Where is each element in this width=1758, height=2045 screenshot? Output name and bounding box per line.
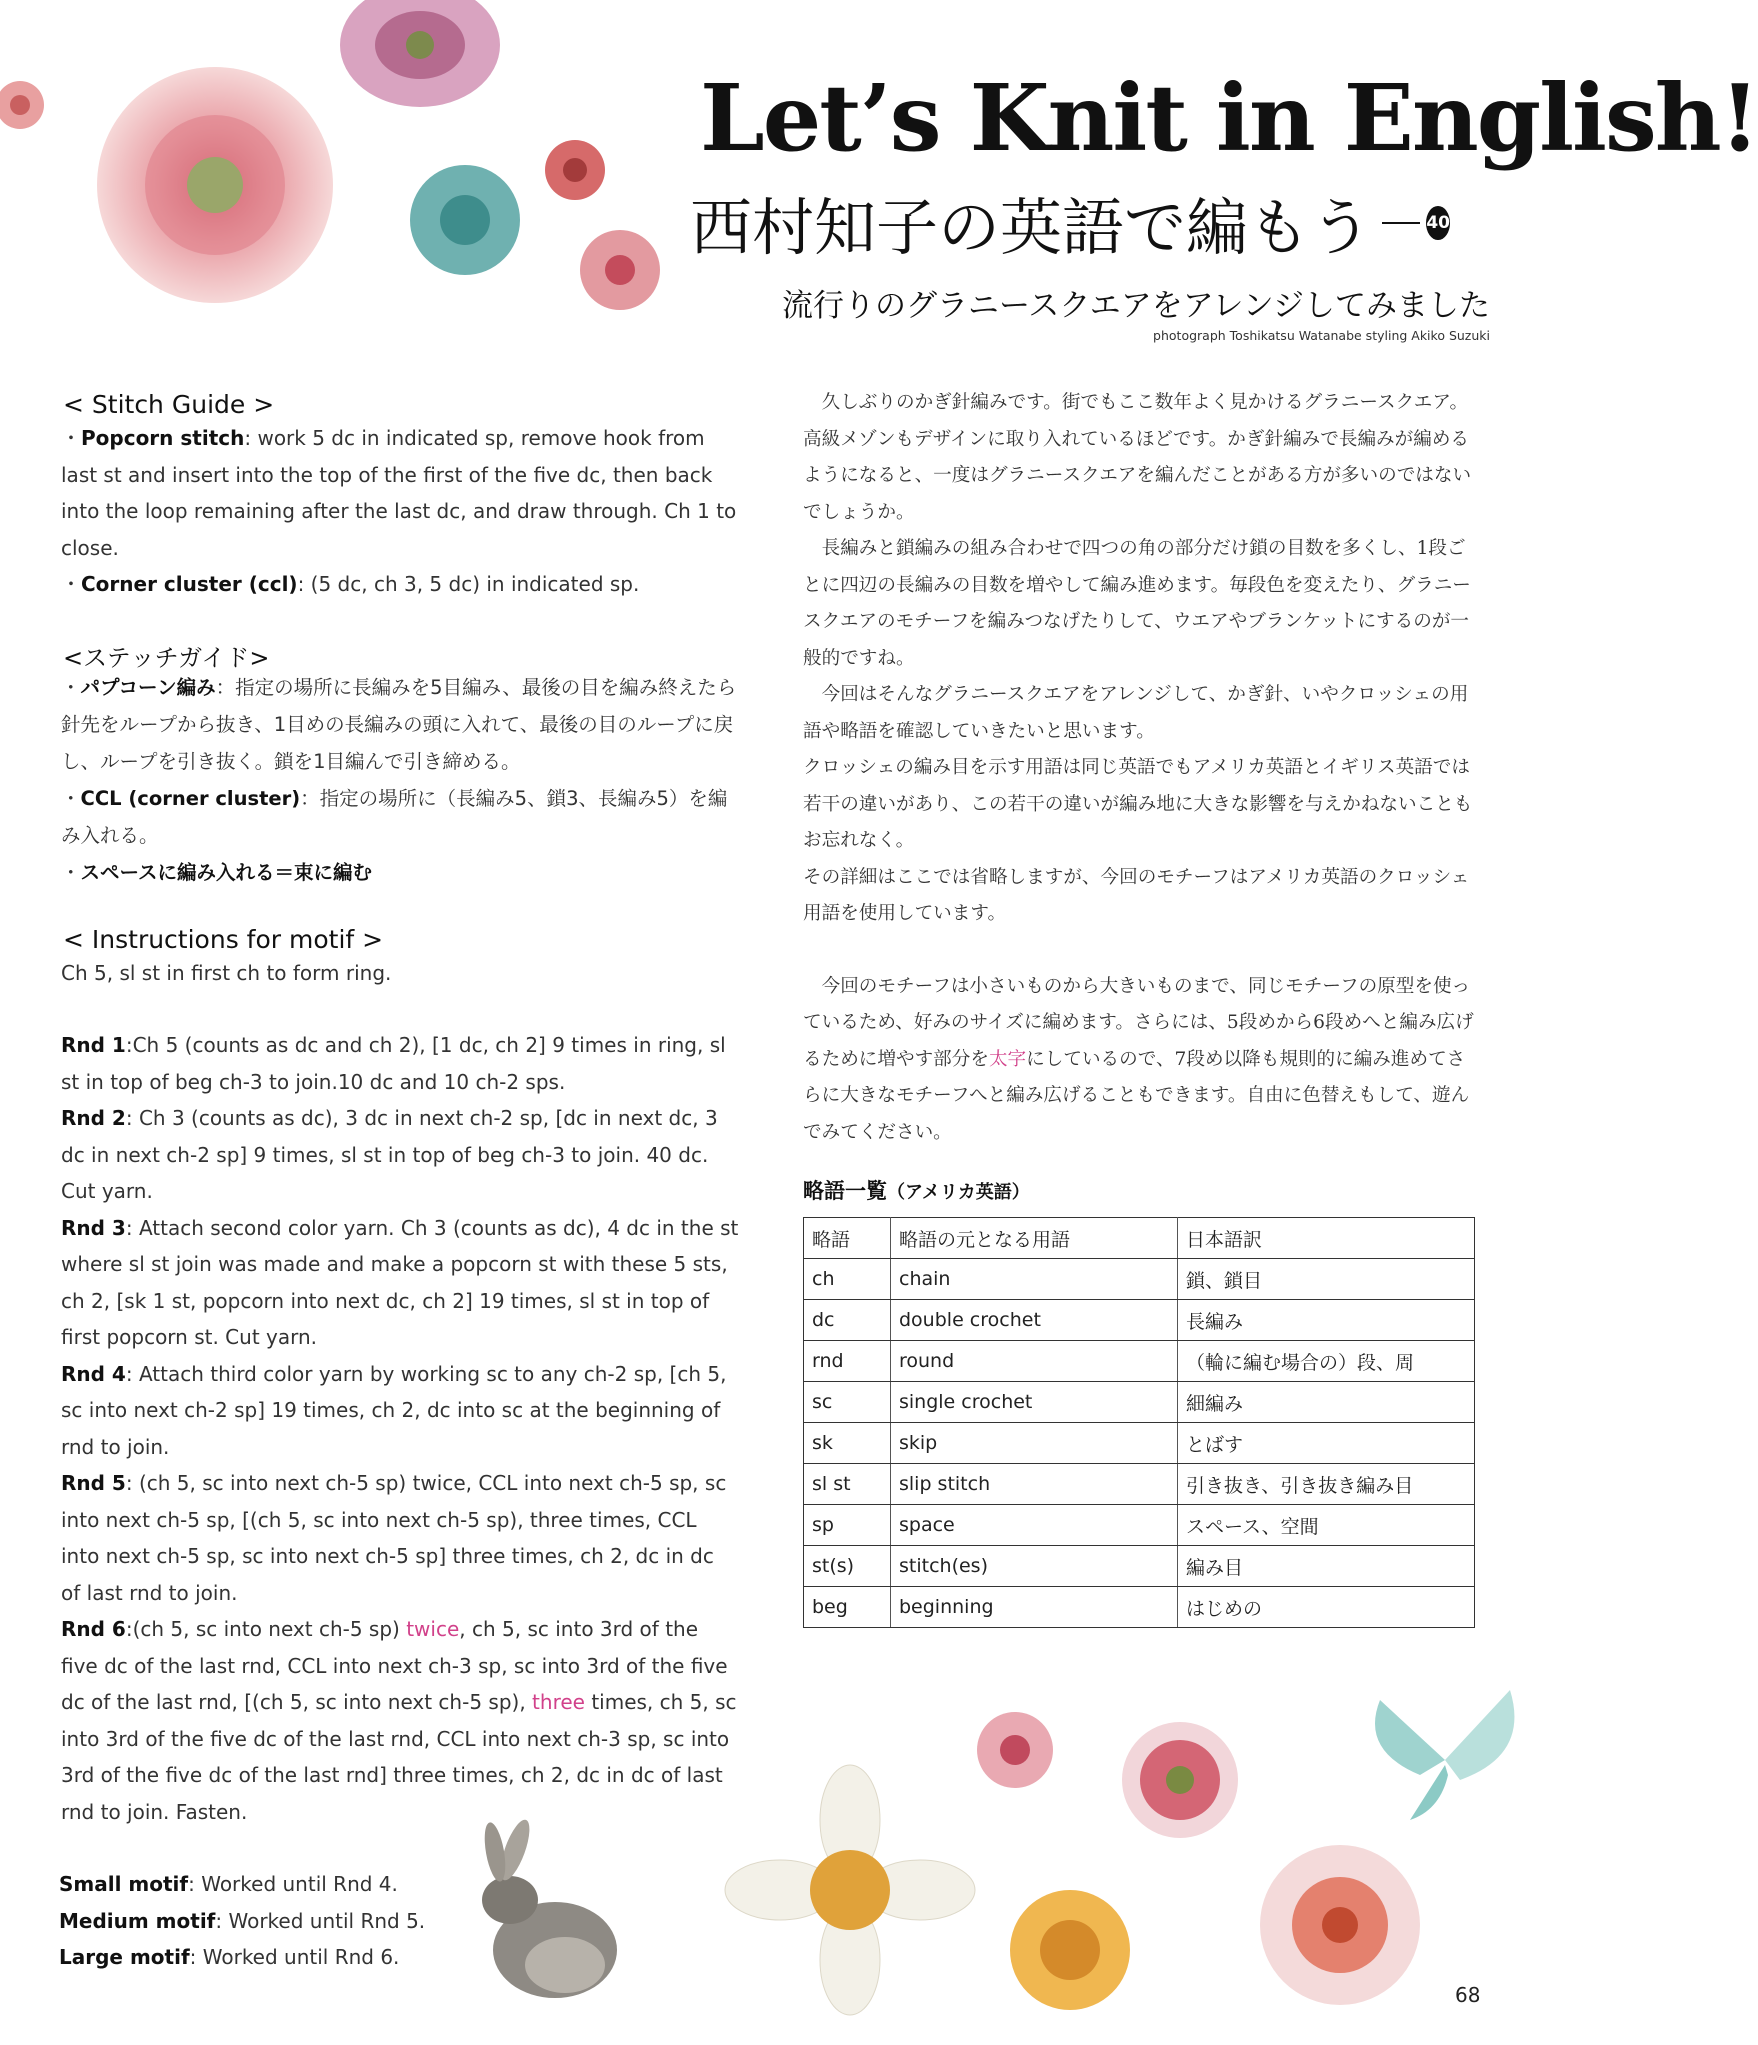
popcorn-definition-jp: ・パプコーン編み：指定の場所に長編みを5目編み、最後の目を編み終えたら針先をループから抜き、1目めの長編みの頭に入れて、最後の目のループに戻し、ループを引き抜く。鎖を1目編んで引き締める。 — [61, 676, 737, 773]
japanese-cell: （輪に編む場合の）段、周 — [1178, 1341, 1475, 1382]
round-2: Rnd 2: Ch 3 (counts as dc), 3 dc in next ch-2 sp, [dc in next dc, 3 dc in next ch-2 sp] 9 times, sl st in top of beg ch-3 to join. 40 dc. Cut yarn. — [61, 1106, 718, 1203]
intro-paragraph-6: 今回のモチーフは小さいものから大きいものまで、同じモチーフの原型を使っているため、好みのサイズに編めます。さらには、5段めから6段めへと編み広げるために増やす部分を太字にしているので、7段め以降も規則的に編み進めてさらに大きなモチーフへと編み広げることもできます。自由に色替えもして、遊んでみてください。 — [803, 975, 1474, 1143]
ccl-definition: ・Corner cluster (ccl): (5 dc, ch 3, 5 dc) in indicated sp. — [61, 572, 640, 596]
butterfly-decoration — [1360, 1680, 1530, 1840]
flower-decoration-white-daisy — [730, 1770, 970, 2010]
table-row — [804, 1587, 1475, 1628]
flower-decoration-pink-carnation — [570, 225, 670, 315]
source-term-cell: single crochet — [891, 1382, 1178, 1423]
source-term-cell: space — [891, 1505, 1178, 1546]
large-motif: Large motif: Worked until Rnd 6. — [59, 1945, 400, 1969]
stitch-guide-jp-heading: <ステッチガイド> — [63, 644, 270, 672]
intro-text-jp — [803, 385, 1483, 1151]
flower-decoration-yellow-rose — [1000, 1885, 1140, 2015]
stitch-guide-text — [61, 420, 739, 603]
source-term-cell: chain — [891, 1259, 1178, 1300]
abbreviation-cell: dc — [804, 1300, 891, 1341]
instructions-heading: < Instructions for motif > — [63, 925, 384, 954]
table-row — [804, 1464, 1475, 1505]
source-term-cell: skip — [891, 1423, 1178, 1464]
abbreviation-cell: beg — [804, 1587, 891, 1628]
instructions-intro: Ch 5, sl st in first ch to form ring. — [61, 961, 392, 985]
flower-decoration-striped-red — [1115, 1705, 1245, 1855]
source-term-cell: stitch(es) — [891, 1546, 1178, 1587]
header-cell: 日本語訳 — [1178, 1218, 1475, 1259]
round-3: Rnd 3: Attach second color yarn. Ch 3 (counts as dc), 4 dc in the st where sl st join was made and make a popcorn st with these 5 sts, ch 2, [sk 1 st, popcorn into next dc, ch 2] 19 times, sl st in top of first popcorn st. Cut yarn. — [61, 1215, 739, 1349]
flower-decoration-large-pink — [85, 60, 345, 310]
abbreviation-table — [803, 1217, 1475, 1628]
motif-sizes — [59, 1866, 425, 1976]
source-term-cell: round — [891, 1341, 1178, 1382]
abbreviation-cell: ch — [804, 1259, 891, 1300]
table-row — [804, 1341, 1475, 1382]
flower-decoration-teal — [400, 160, 530, 280]
round-1: Rnd 1:Ch 5 (counts as dc and ch 2), [1 dc, ch 2] 9 times in ring, sl st in top of beg ch-3 to join.10 dc and 10 ch-2 sps. — [61, 1033, 726, 1094]
issue-badge: 40 — [1426, 206, 1450, 240]
page-title: Let’s Knit in English! — [700, 64, 1758, 172]
rose-decoration-left — [0, 70, 50, 140]
intro-paragraph-1: 久しぶりのかぎ針編みです。街でもここ数年よく見かけるグラニースクエア。高級メゾンもデザインに取り入れているほどです。かぎ針編みで長編みが編めるようになると、一度はグラニースクエアを編んだことがある方が多いのではないでしょうか。 — [803, 392, 1472, 523]
abbreviation-table-title: 略語一覧（アメリカ英語） — [803, 1179, 1030, 1203]
small-motif: Small motif: Worked until Rnd 4. — [59, 1872, 398, 1896]
japanese-cell: はじめの — [1178, 1587, 1475, 1628]
flower-decoration-carnation-top — [335, 0, 505, 120]
intro-paragraph-3: 今回はそんなグラニースクエアをアレンジして、かぎ針、いやクロッシェの用語や略語を確認していきたいと思います。 — [803, 684, 1469, 742]
table-header-row — [804, 1218, 1475, 1259]
header-cell: 略語 — [804, 1218, 891, 1259]
japanese-cell: 編み目 — [1178, 1546, 1475, 1587]
photo-credit: photograph Toshikatsu Watanabe styling Akiko Suzuki — [1153, 328, 1490, 343]
abbreviation-cell: sl st — [804, 1464, 891, 1505]
header-cell: 略語の元となる用語 — [891, 1218, 1178, 1259]
table-row — [804, 1546, 1475, 1587]
round-6: Rnd 6:(ch 5, sc into next ch-5 sp) twice, ch 5, sc into 3rd of the five dc of the last rnd, CCL into next ch-3 sp, sc into 3rd of the five dc of the last rnd, [(ch 5, sc into next ch-5 sp), three times, ch 5, sc into 3rd of the five dc of the last rnd, CCL into next ch-3 sp, sc into 3rd of the five dc of the last rnd] three times, ch 2, dc in dc of last rnd to join. Fasten. — [61, 1617, 737, 1824]
abbreviation-cell: sp — [804, 1505, 891, 1546]
page-subtitle — [690, 178, 1450, 267]
rabbit-illustration — [465, 1820, 625, 2010]
flower-decoration-small-red — [540, 135, 610, 205]
source-term-cell: beginning — [891, 1587, 1178, 1628]
table-row — [804, 1505, 1475, 1546]
intro-paragraph-4: クロッシェの編み目を示す用語は同じ英語でもアメリカ英語とイギリス英語では若干の違いがあり、この若干の違いが編み地に大きな影響を与えかねないこともお忘れなく。 — [803, 757, 1473, 851]
subtitle-text: 西村知子の英語で編もう — [690, 191, 1373, 264]
japanese-cell: 鎖、鎖目 — [1178, 1259, 1475, 1300]
abbreviation-cell: sk — [804, 1423, 891, 1464]
japanese-cell: とばす — [1178, 1423, 1475, 1464]
stitch-guide-jp-text — [61, 669, 741, 891]
tagline: 流行りのグラニースクエアをアレンジしてみました — [781, 288, 1490, 324]
ccl-definition-jp: ・CCL (corner cluster)：指定の場所に（長編み5、鎖3、長編み5）を編み入れる。 — [61, 787, 728, 847]
intro-paragraph-5: その詳細はここでは省略しますが、今回のモチーフはアメリカ英語のクロッシェ用語を使用しています。 — [803, 866, 1470, 924]
space-note-jp: ・スペースに編み入れる＝束に編む — [61, 861, 373, 884]
flower-decoration-small-pink — [970, 1705, 1060, 1795]
abbreviation-cell: rnd — [804, 1341, 891, 1382]
table-row — [804, 1300, 1475, 1341]
page-number: 68 — [1455, 1983, 1481, 2007]
japanese-cell: 細編み — [1178, 1382, 1475, 1423]
intro-paragraph-2: 長編みと鎖編みの組み合わせで四つの角の部分だけ鎖の目数を多くし、1段ごとに四辺の長編みの目数を増やして編み進めます。毎段色を変えたり、グラニースクエアのモチーフを編みつなげたりして、ウエアやブランケットにするのが一般的ですね。 — [803, 538, 1471, 669]
table-row — [804, 1423, 1475, 1464]
stitch-guide-heading: < Stitch Guide > — [63, 390, 275, 419]
japanese-cell: 引き抜き、引き抜き編み目 — [1178, 1464, 1475, 1505]
flower-decoration-striped-daisy — [1255, 1835, 1425, 2015]
table-row — [804, 1259, 1475, 1300]
source-term-cell: double crochet — [891, 1300, 1178, 1341]
subtitle-dash — [1382, 222, 1420, 224]
table-row — [804, 1382, 1475, 1423]
japanese-cell: 長編み — [1178, 1300, 1475, 1341]
instructions-rounds — [61, 1027, 739, 1830]
abbreviation-cell: sc — [804, 1382, 891, 1423]
round-5: Rnd 5: (ch 5, sc into next ch-5 sp) twice, CCL into next ch-5 sp, sc into next ch-5 sp, [(ch 5, sc into next ch-5 sp), three times, CCL into next ch-5 sp, sc into next ch-5 sp] three times, ch 2, dc in dc of last rnd to join. — [61, 1471, 727, 1605]
abbreviation-cell: st(s) — [804, 1546, 891, 1587]
popcorn-definition: ・Popcorn stitch: work 5 dc in indicated sp, remove hook from last st and insert into the top of the first of the five dc, then back into the loop remaining after the last dc, and draw through. Ch 1 to close. — [61, 426, 737, 560]
round-4: Rnd 4: Attach third color yarn by working sc to any ch-2 sp, [ch 5, sc into next ch-2 sp] 19 times, ch 2, dc into sc at the beginning of rnd to join. — [61, 1361, 727, 1459]
medium-motif: Medium motif: Worked until Rnd 5. — [59, 1908, 426, 1933]
japanese-cell: スペース、空間 — [1178, 1505, 1475, 1546]
abbreviation-table-body — [804, 1218, 1475, 1628]
source-term-cell: slip stitch — [891, 1464, 1178, 1505]
